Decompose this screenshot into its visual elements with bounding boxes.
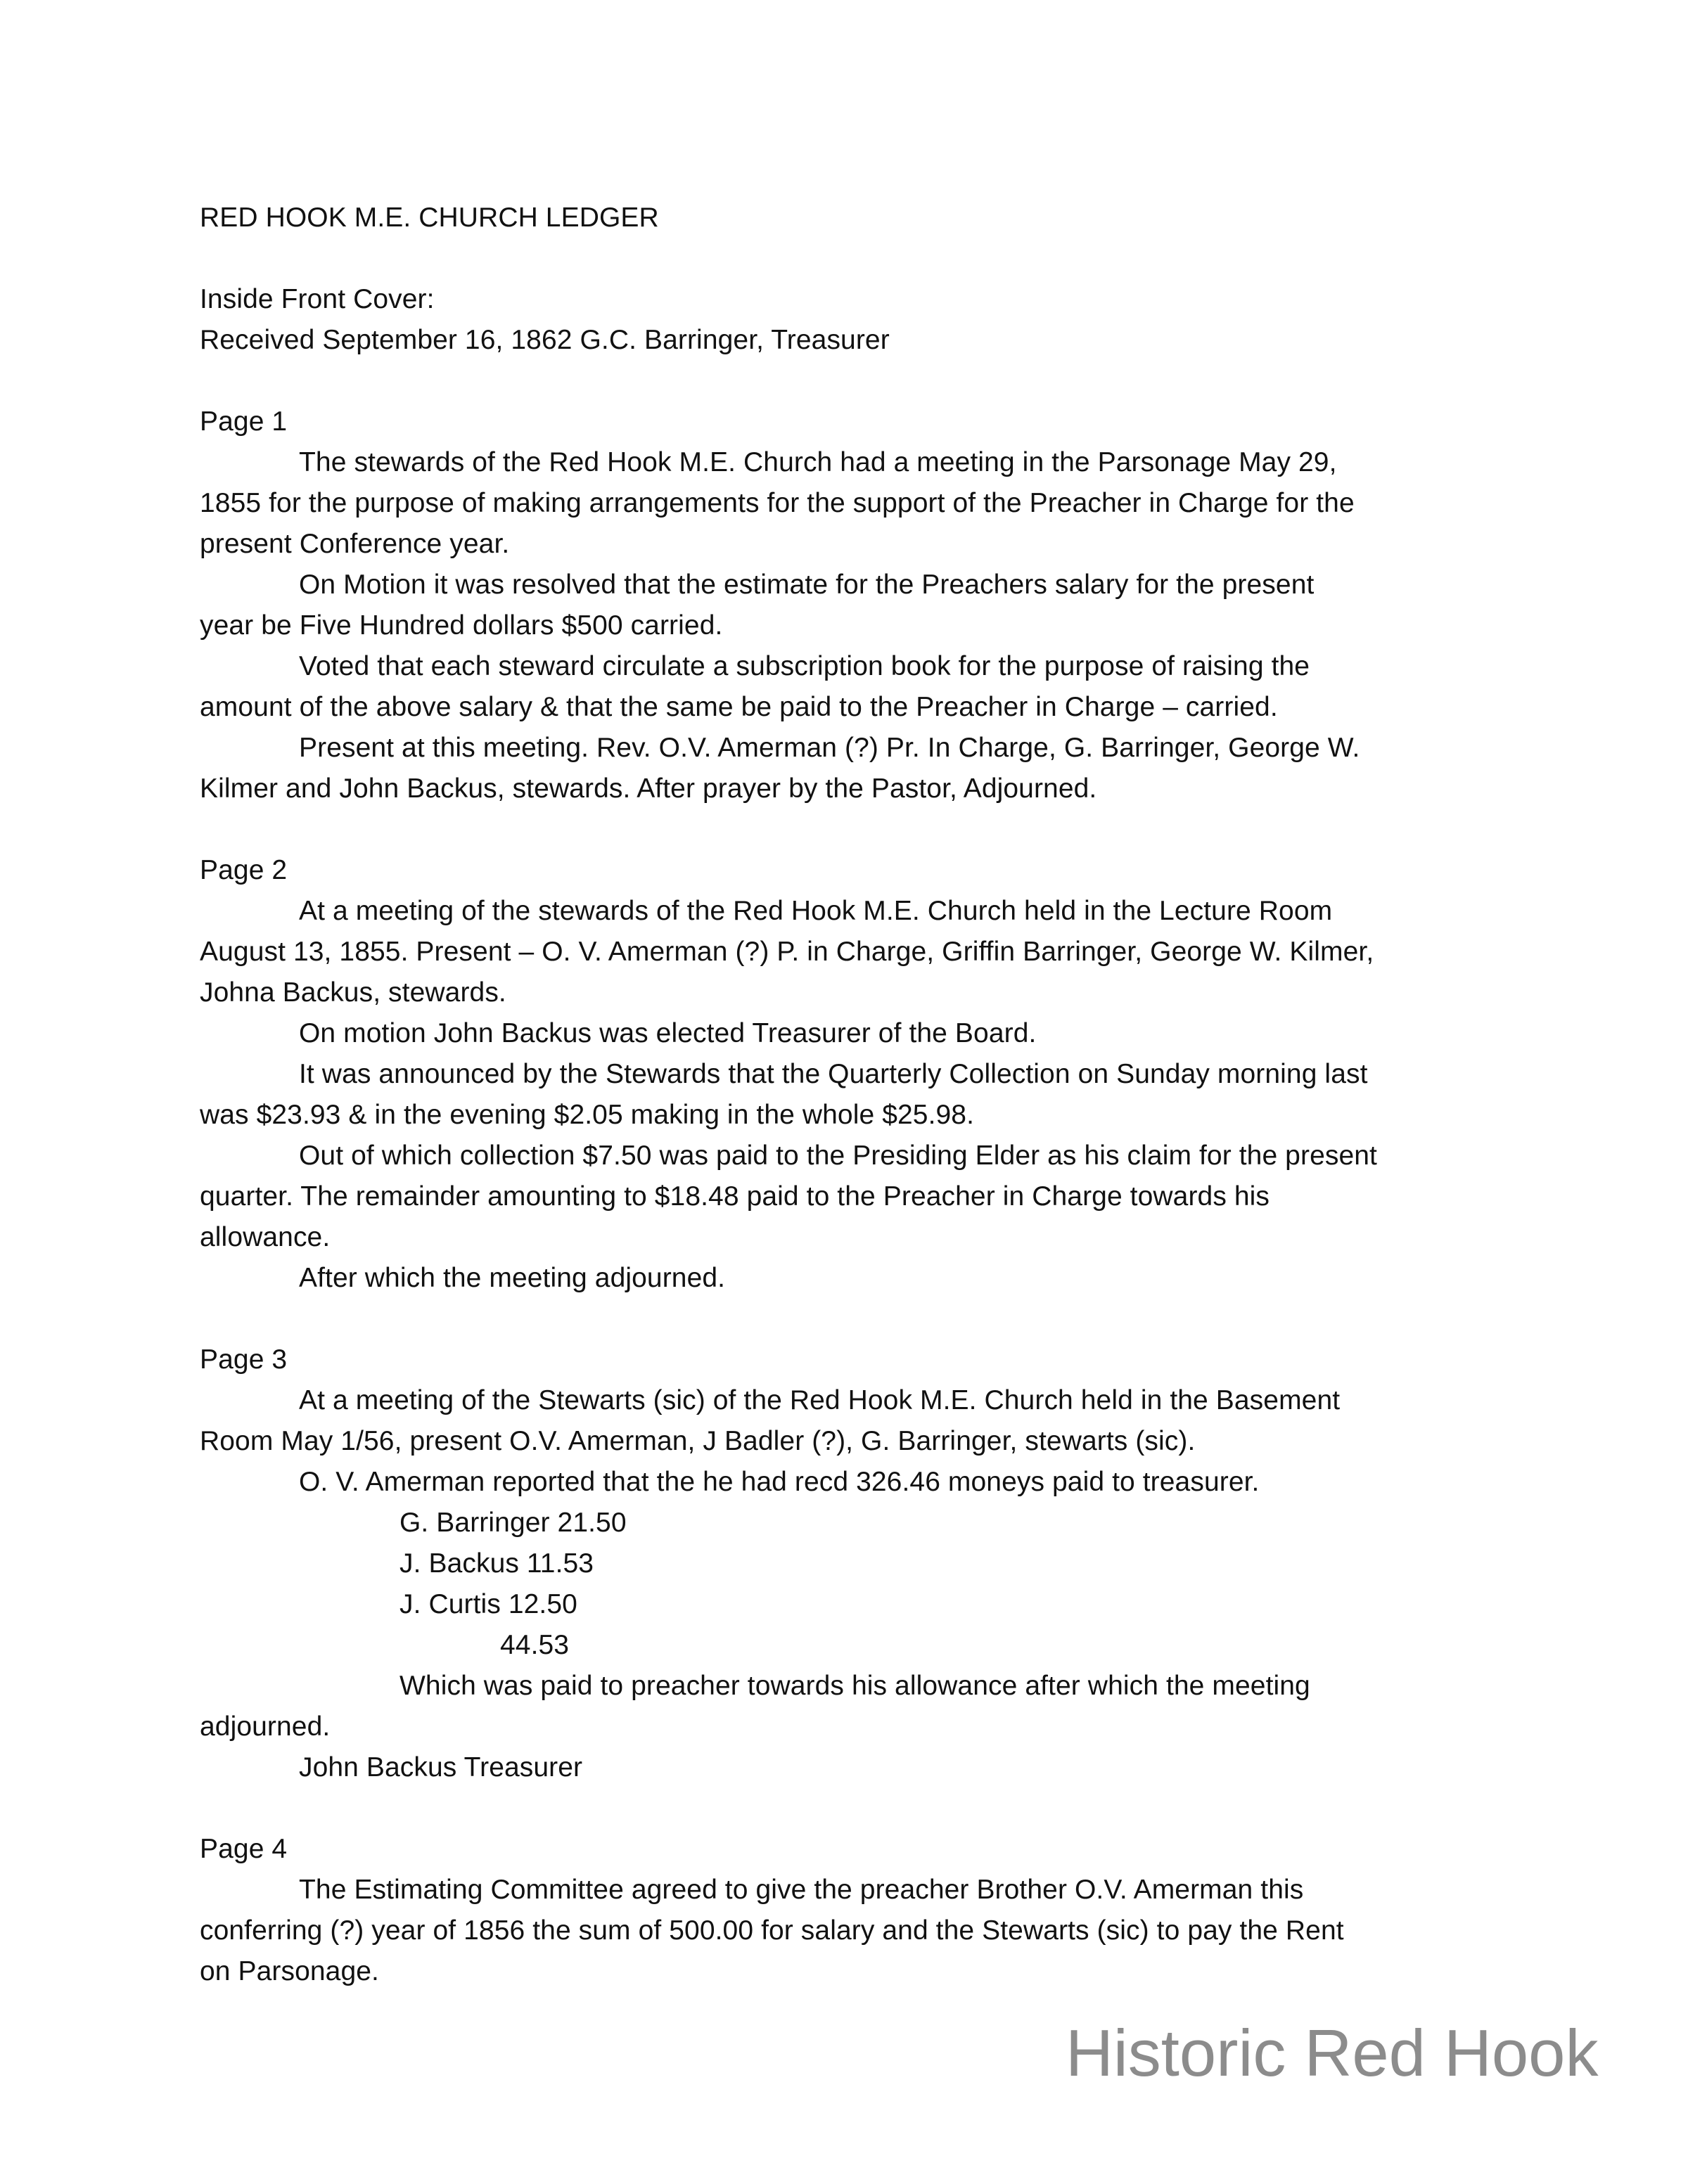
page2-line: August 13, 1855. Present – O. V. Amerman (?) P. in Charge, Griffin Barringer, George W. Kilmer, [200,937,1374,967]
page1-line: On Motion it was resolved that the estimate for the Preachers salary for the present [299,570,1315,600]
spacer [200,1299,1522,1340]
spacer [200,809,1522,850]
page3-heading: Page 3 [200,1344,288,1375]
page2-line: It was announced by the Stewards that the Quarterly Collection on Sunday morning last [299,1059,1368,1089]
page2-line: After which the meeting adjourned. [299,1263,726,1293]
page2-line: was $23.93 & in the evening $2.05 making in the whole $25.98. [200,1100,975,1130]
page4-heading: Page 4 [200,1834,288,1864]
cover-heading: Inside Front Cover: [200,284,435,314]
page4-line: conferring (?) year of 1856 the sum of 500.00 for salary and the Stewarts (sic) to pay the Rent [200,1915,1344,1946]
page4-line: on Parsonage. [200,1956,379,1986]
page3-signature-line: John Backus Treasurer [299,1752,583,1782]
spacer [200,361,1522,402]
document-title: RED HOOK M.E. CHURCH LEDGER [200,203,659,233]
page1-line: Present at this meeting. Rev. O.V. Amerman (?) Pr. In Charge, G. Barringer, George W. [299,733,1360,763]
spacer [200,1788,1522,1829]
page1-line: amount of the above salary & that the same be paid to the Preacher in Charge – carried. [200,692,1278,722]
page3-payment-line: J. Backus 11.53 [399,1548,594,1579]
page3-line: Which was paid to preacher towards his allowance after which the meeting [399,1671,1310,1701]
page2-line: allowance. [200,1222,331,1252]
page3-line: Room May 1/56, present O.V. Amerman, J Badler (?), G. Barringer, stewarts (sic). [200,1426,1196,1456]
page3-payment-line: G. Barringer 21.50 [399,1508,627,1538]
spacer [200,238,1522,279]
page1-line: year be Five Hundred dollars $500 carried. [200,610,723,641]
page1-line: present Conference year. [200,529,510,559]
page2-heading: Page 2 [200,855,288,885]
page3-payment-total: 44.53 [500,1630,570,1660]
page2-line: Out of which collection $7.50 was paid to the Presiding Elder as his claim for the present [299,1141,1377,1171]
page3-line: O. V. Amerman reported that the he had recd 326.46 moneys paid to treasurer. [299,1467,1260,1497]
cover-line: Received September 16, 1862 G.C. Barringer, Treasurer [200,325,890,355]
page3-line: At a meeting of the Stewarts (sic) of the Red Hook M.E. Church held in the Basement [299,1385,1341,1415]
page2-line: At a meeting of the stewards of the Red Hook M.E. Church held in the Lecture Room [299,896,1333,926]
page4-line: The Estimating Committee agreed to give the preacher Brother O.V. Amerman this [299,1875,1304,1905]
page1-line: Kilmer and John Backus, stewards. After prayer by the Pastor, Adjourned. [200,773,1097,804]
page2-line: On motion John Backus was elected Treasurer of the Board. [299,1018,1037,1048]
page2-line: quarter. The remainder amounting to $18.48 paid to the Preacher in Charge towards his [200,1181,1270,1212]
page2-line: Johna Backus, stewards. [200,977,506,1008]
document-body [200,198,1522,1992]
watermark-text: Historic Red Hook [1066,2016,1599,2090]
page1-line: The stewards of the Red Hook M.E. Church had a meeting in the Parsonage May 29, [299,447,1337,477]
page1-line: Voted that each steward circulate a subscription book for the purpose of raising the [299,651,1310,681]
page1-heading: Page 1 [200,406,288,437]
page3-line: adjourned. [200,1711,331,1742]
page3-payment-line: J. Curtis 12.50 [399,1589,577,1619]
page1-line: 1855 for the purpose of making arrangements for the support of the Preacher in Charge for the [200,488,1355,518]
